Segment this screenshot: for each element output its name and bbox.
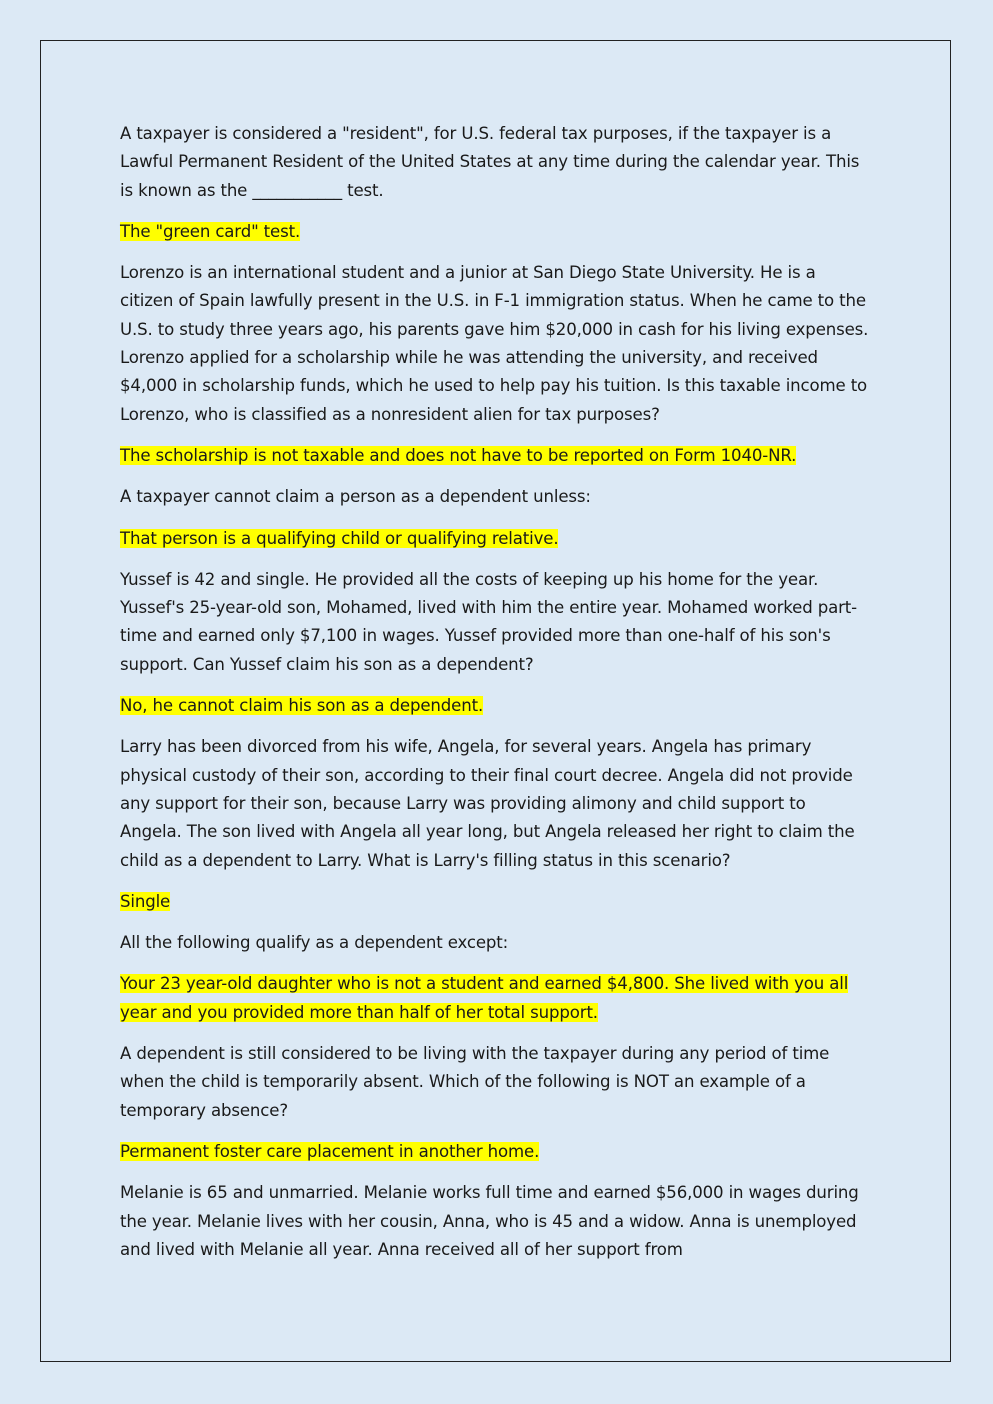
answer-7-highlight: Permanent foster care placement in another home.: [120, 1141, 540, 1161]
answer-3-highlight: That person is a qualifying child or qualifying relative.: [120, 528, 559, 548]
answer-6-highlight: Your 23 year-old daughter who is not a student and earned $4,800. She lived with you all year and you provided more than half of her total support.: [120, 974, 849, 1022]
question-5: Larry has been divorced from his wife, Angela, for several years. Angela has primary physical custody of their son, according to their final court decree. Angela did not provide any support for their son, because Larry was providing alimony and child support to Angela. The son lived with Angela all year long, but Angela released her right to claim the child as a dependent to Larry. What is Larry's filling status in this scenario?: [120, 737, 855, 870]
answer-4-highlight: No, he cannot claim his son as a dependent.: [120, 696, 484, 716]
question-8: Melanie is 65 and unmarried. Melanie works full time and earned $56,000 in wages during the year. Melanie lives with her cousin, Anna, who is 45 and a widow. Anna is unemployed and lived with Melanie all year. Anna received all of her support from: [120, 1183, 859, 1259]
question-3: A taxpayer cannot claim a person as a dependent unless:: [120, 487, 591, 507]
answer-1-highlight: The "green card" test.: [120, 221, 301, 241]
answer-2: [120, 442, 872, 470]
question-6: All the following qualify as a dependent except:: [120, 933, 509, 953]
document-page: [40, 40, 951, 1362]
question-2: Lorenzo is an international student and a junior at San Diego State University. He is a citizen of Spain lawfully present in the U.S. in F-1 immigration status. When he came to the U.S. to study three years ago, his parents gave him $20,000 in cash for his living expenses. Lorenzo applied for a scholarship while he was attending the university, and received $4,000 in scholarship funds, which he used to help pay his tuition. Is this taxable income to Lorenzo, who is classified as a nonresident alien for tax purposes?: [120, 263, 869, 424]
answer-1: [120, 218, 872, 246]
document-content: [120, 120, 872, 1277]
answer-6: [120, 970, 872, 1027]
question-4: Yussef is 42 and single. He provided all the costs of keeping up his home for the year. Yussef's 25-year-old son, Mohamed, lived with him the entire year. Mohamed worked part-time and earned only $7,100 in wages. Yussef provided more than one-half of his son's support. Can Yussef claim his son as a dependent?: [120, 569, 858, 674]
question-7: A dependent is still considered to be living with the taxpayer during any period of time when the child is temporarily absent. Which of the following is NOT an example of a temporary absence?: [120, 1044, 830, 1120]
answer-5: [120, 888, 872, 916]
answer-7: [120, 1138, 872, 1166]
answer-3: [120, 525, 872, 553]
answer-5-highlight: Single: [120, 891, 171, 911]
answer-2-highlight: The scholarship is not taxable and does not have to be reported on Form 1040-NR.: [120, 445, 797, 465]
answer-4: [120, 692, 872, 720]
question-1: A taxpayer is considered a "resident", for U.S. federal tax purposes, if the taxpayer is a Lawful Permanent Resident of the United States at any time during the calendar year. This is known as the ___________ test.: [120, 124, 860, 200]
